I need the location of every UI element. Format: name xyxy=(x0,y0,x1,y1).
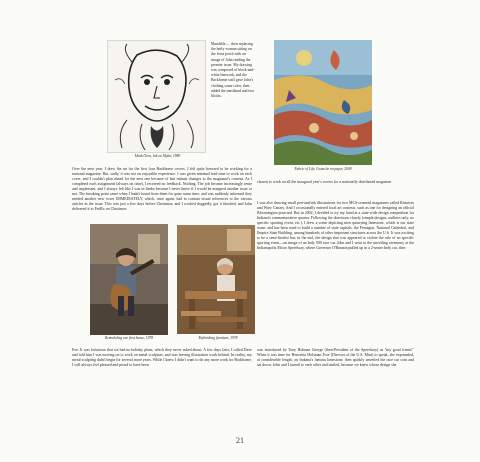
fabric-caption: Fabric of Life, Gouache on paper, 2009 xyxy=(294,167,352,171)
intro-text-column: Mandible…, then replacing the hefty woman sitting on the front porch with an image of John reading the premier issue. My drawing was composed of black-and-white linework, and the Backhome staff gave John's clothing some color, then added the masthead and text blocks. xyxy=(211,42,255,99)
bottom-right-text: was introduced by Tony Hulman George (then-President of the Speedway) as "my good friend." When it was time for Henrietta Holsman Fore (Director of the U.S. Mint) to speak, she expounded, at considerable length, on Indiana's famous limestone, then quickly unveiled the race car coin and sat down. John and I turned to each other and smiled, because we knew whose design she xyxy=(257,348,414,367)
refinishing-photo xyxy=(177,225,255,334)
mask-oven-illustration xyxy=(107,40,206,153)
fabric-of-life-painting xyxy=(274,40,372,165)
refinish-caption: Refinishing furniture, 1978 xyxy=(198,336,238,340)
page-number: 21 xyxy=(236,436,244,445)
right-body-text: I was also drawing small pen-and-ink illustrations for two MCS-oriented magazines called Rimrises and Wary Canary. And I occasionally entered local art contests, such as one for designing an official Bloomington postcard. But in 2002, I decided to try my hand at a state-wide design competition for Indiana's commemorative quarter. Following the directions closely (simple designs, outlines only, no specific sporting event, etc.), I drew a scene depicting men quarrying limestone, which is our state stone, and has been used to build a number of state capitals, the Pentagon, National Cathedral, and Empire State Building, among hundreds of other important structures across the U.S. It was exciting to be a semi-finalist but, in the end, the design that was appeared to violate the rule of no specific sporting event—an image of an Indy 500 race car. John and I went to the unveiling ceremony at the Indianapolis Motor Speedway, where Governor O'Bannon pulled up in a 2-seater Indy car, then xyxy=(257,201,414,250)
left-body-text: Over the next year, I drew the art for the first four Backhome covers. I felt quite honored to be working for a national magazine. But, sadly, it was not an enjoyable experience. I was given minimal lead time to work on each cover, and I couldn't plan ahead for the next one because of late minute changes to the magazine's content. As I completed each assignment (always on time), I received no feedback. Nothing. The job became increasingly tense and unpleasant, and I always felt like I was in limbo because I never knew if I would be assigned another issue or not. The breaking point came when I hadn't heard from them for quite some time, and was suddenly informed they needed another new cover IMMEDIATELY, which, once again, had to contain visual references to the various articles in the issue. This was just a few days before Christmas, and I worked doggedly, got it finished, and John delivered it to FedEx on Christmas xyxy=(72,167,252,211)
mask-caption: Mask Oven, Ink on Mylar, 1980 xyxy=(134,154,181,158)
remodeling-photo xyxy=(90,224,168,335)
bottom-left-text: Eve. It was fortuitous that we had no holiday plans, which they never asked about. A few days later, I called Dave and told him I was moving on to work on metal sculpture, and was leaving illustration work behind. In reality, my metal sculpting didn't begin for several more years. While I knew I didn't want to do any more work for Backhome, I will always feel pleased and proud to have been xyxy=(72,348,252,367)
remodel-caption: Remodeling our first house, 1978 xyxy=(104,336,153,340)
right-top-text: chosen to work on all the inaugural year's covers for a nationally distributed magazine. xyxy=(257,180,393,184)
